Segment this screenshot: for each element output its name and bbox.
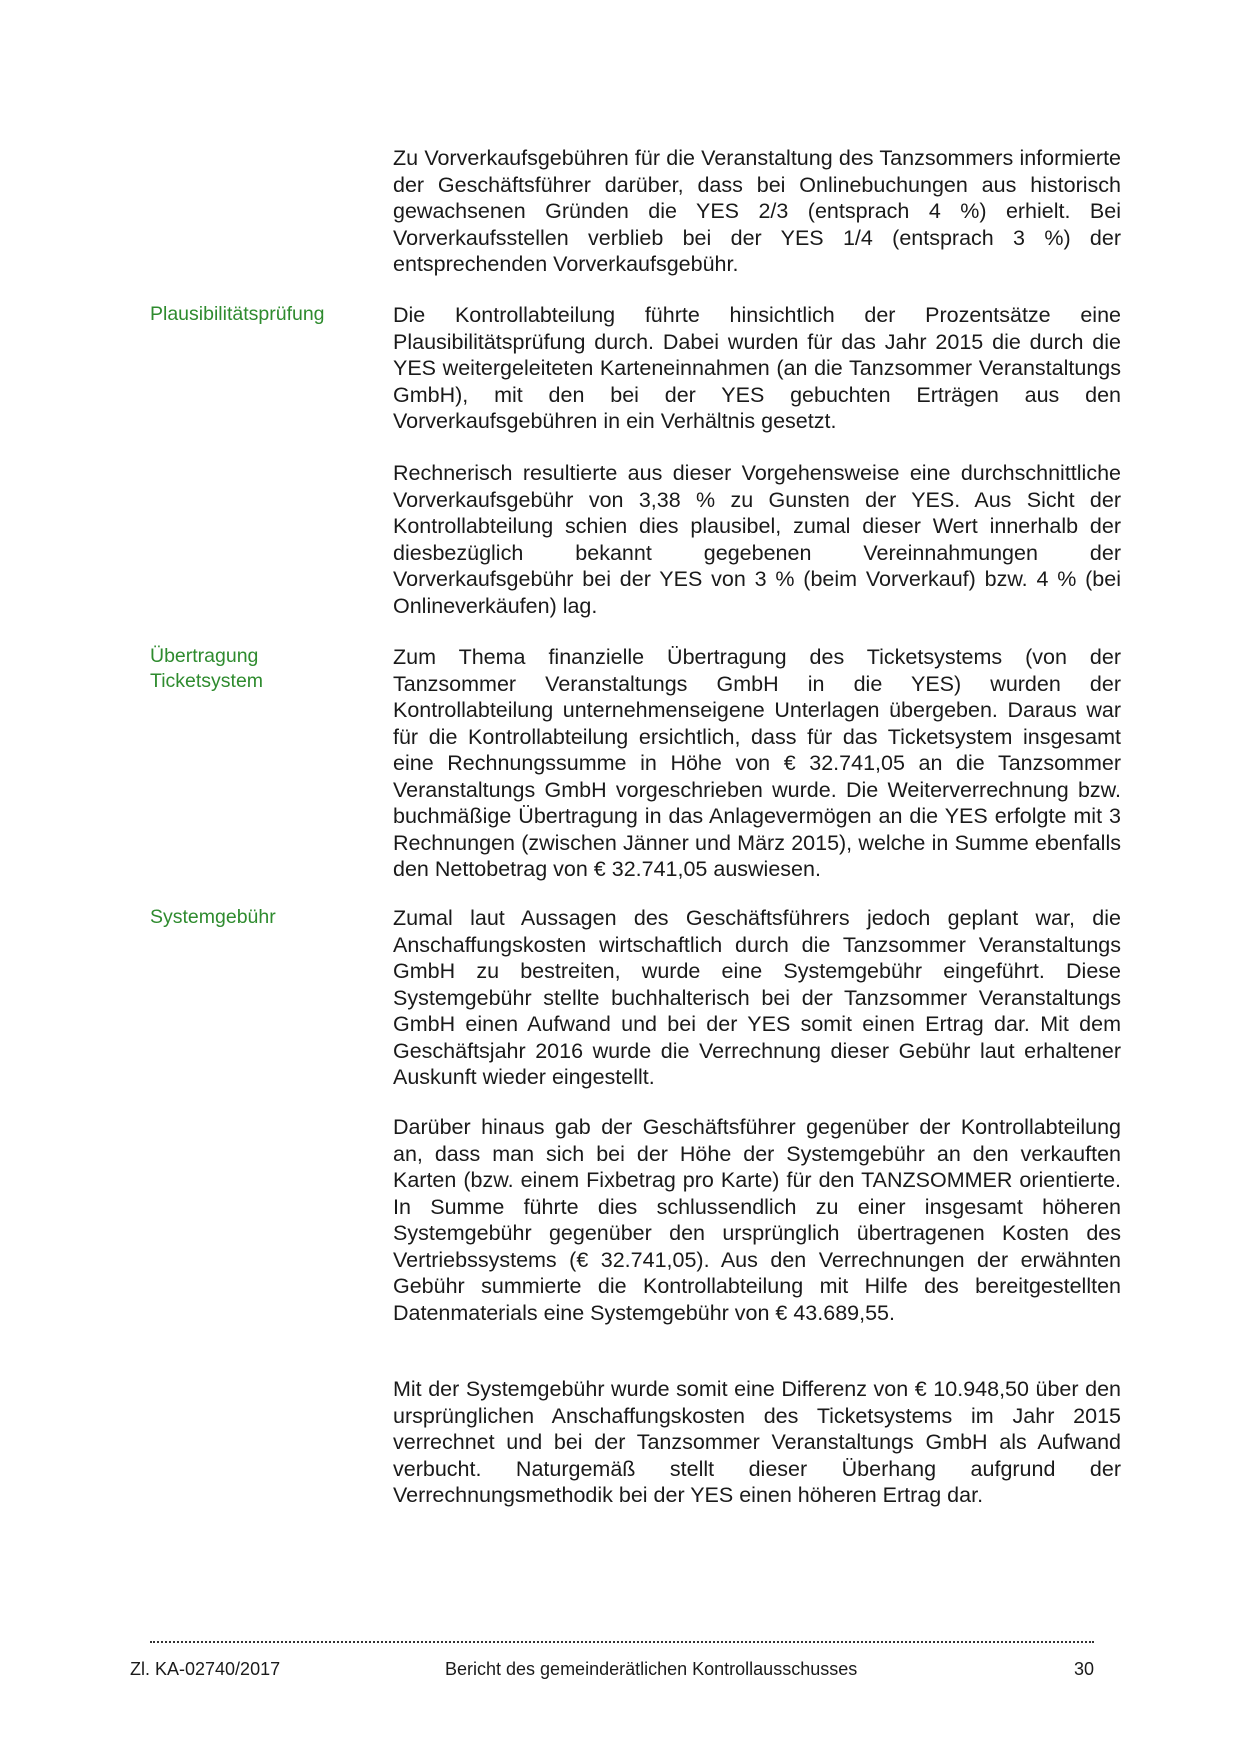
page-number: 30 bbox=[1074, 1659, 1095, 1679]
body-column bbox=[393, 905, 1121, 1091]
margin-label-line: Ticketsystem bbox=[150, 670, 264, 692]
body-column bbox=[393, 644, 1121, 883]
paragraph-ticket-system-transfer: Zum Thema finanzielle Übertragung des Ticketsystems (von der Tanzsommer Veranstaltungs GmbH in die YES) wurden der Kontrollabteilung unternehmenseigene Unterlagen übergeben. Daraus war für die Kontrollabteilung ersichtlich, dass für das Ticketsystem insgesamt eine Rechnungssumme in Höhe von € 32.741,05 an die Tanzsommer Veranstaltungs GmbH vorgeschrieben wurde. Die Weiterverrechnung bzw. buchmäßige Übertragung in das Anlagevermögen an die YES erfolgte mit 3 Rechnungen (zwischen Jänner und März 2015), welche in Summe ebenfalls den Nettobetrag von € 32.741,05 auswiesen. bbox=[393, 645, 1121, 881]
footer-title: Bericht des gemeinderätlichen Kontrollausschusses bbox=[445, 1659, 858, 1679]
margin-label-system-fee: Systemgebühr bbox=[150, 906, 276, 928]
body-column bbox=[393, 1376, 1121, 1509]
paragraph-system-fee: Zumal laut Aussagen des Geschäftsführers jedoch geplant war, die Anschaffungskosten wirtschaftlich durch die Tanzsommer Veranstaltungs GmbH zu bestreiten, wurde eine Systemgebühr eingeführt. Diese Systemgebühr stellte buchhalterisch bei der Tanzsommer Veranstaltungs GmbH einen Aufwand und bei der YES somit einen Ertrag dar. Mit dem Geschäftsjahr 2016 wurde die Verrechnung dieser Gebühr laut erhaltener Auskunft wieder eingestellt. bbox=[393, 906, 1121, 1089]
margin-label-line: Übertragung bbox=[150, 645, 259, 667]
body-column bbox=[393, 460, 1121, 619]
paragraph-fee-difference: Mit der Systemgebühr wurde somit eine Differenz von € 10.948,50 über den ursprünglichen Anschaffungskosten des Ticketsystems im Jahr 2015 verrechnet und bei der Tanzsommer Veranstaltungs GmbH als Aufwand verbucht. Naturgemäß stellt dieser Überhang aufgrund der Verrechnungsmethodik bei der YES einen höheren Ertrag dar. bbox=[393, 1377, 1121, 1507]
paragraph-system-fee-amount: Darüber hinaus gab der Geschäftsführer gegenüber der Kontrollabteilung an, dass man sich bei der Höhe der Systemgebühr an den verkauften Karten (bzw. einem Fixbetrag pro Karte) für den TANZSOMMER orientierte. In Summe führte dies schlussendlich zu einer insgesamt höheren Systemgebühr gegenüber den ursprünglich übertragenen Kosten des Vertriebssystems (€ 32.741,05). Aus den Verrechnungen der erwähnten Gebühr summierte die Kontrollabteilung mit Hilfe des bereitgestellten Datenmaterials eine Systemgebühr von € 43.689,55. bbox=[393, 1115, 1121, 1325]
margin-label-ticket-transfer bbox=[150, 644, 380, 694]
body-column bbox=[393, 302, 1121, 435]
body-column bbox=[393, 145, 1121, 278]
paragraph-plausibility-check: Die Kontrollabteilung führte hinsichtlich der Prozentsätze eine Plausibilitätsprüfung durch. Dabei wurden für das Jahr 2015 die durch die YES weitergeleiteten Karteneinnahmen (an die Tanzsommer Veranstaltungs GmbH), mit den bei der YES gebuchten Erträgen aus den Vorverkaufsgebühren in ein Verhältnis gesetzt. bbox=[393, 303, 1121, 433]
footer-reference: Zl. KA-02740/2017 bbox=[130, 1659, 281, 1679]
margin-label-plausibility: Plausibilitätsprüfung bbox=[150, 303, 325, 325]
footer-dotted-rule bbox=[150, 1641, 1094, 1643]
body-column bbox=[393, 1114, 1121, 1326]
paragraph-calculated-fee: Rechnerisch resultierte aus dieser Vorgehensweise eine durchschnittliche Vorverkaufsgebühr von 3,38 % zu Gunsten der YES. Aus Sicht der Kontrollabteilung schien dies plausibel, zumal dieser Wert innerhalb der diesbezüglich bekannt gegebenen Vereinnahmungen der Vorverkaufsgebühr bei der YES von 3 % (beim Vorverkauf) bzw. 4 % (bei Onlineverkäufen) lag. bbox=[393, 461, 1121, 618]
paragraph-presale-fees: Zu Vorverkaufsgebühren für die Veranstaltung des Tanzsommers informierte der Geschäftsführer darüber, dass bei Onlinebuchungen aus historisch gewachsenen Gründen die YES 2/3 (entsprach 4 %) erhielt. Bei Vorverkaufsstellen verblieb bei der YES 1/4 (entsprach 3 %) der entsprechenden Vorverkaufsgebühr. bbox=[393, 146, 1121, 276]
